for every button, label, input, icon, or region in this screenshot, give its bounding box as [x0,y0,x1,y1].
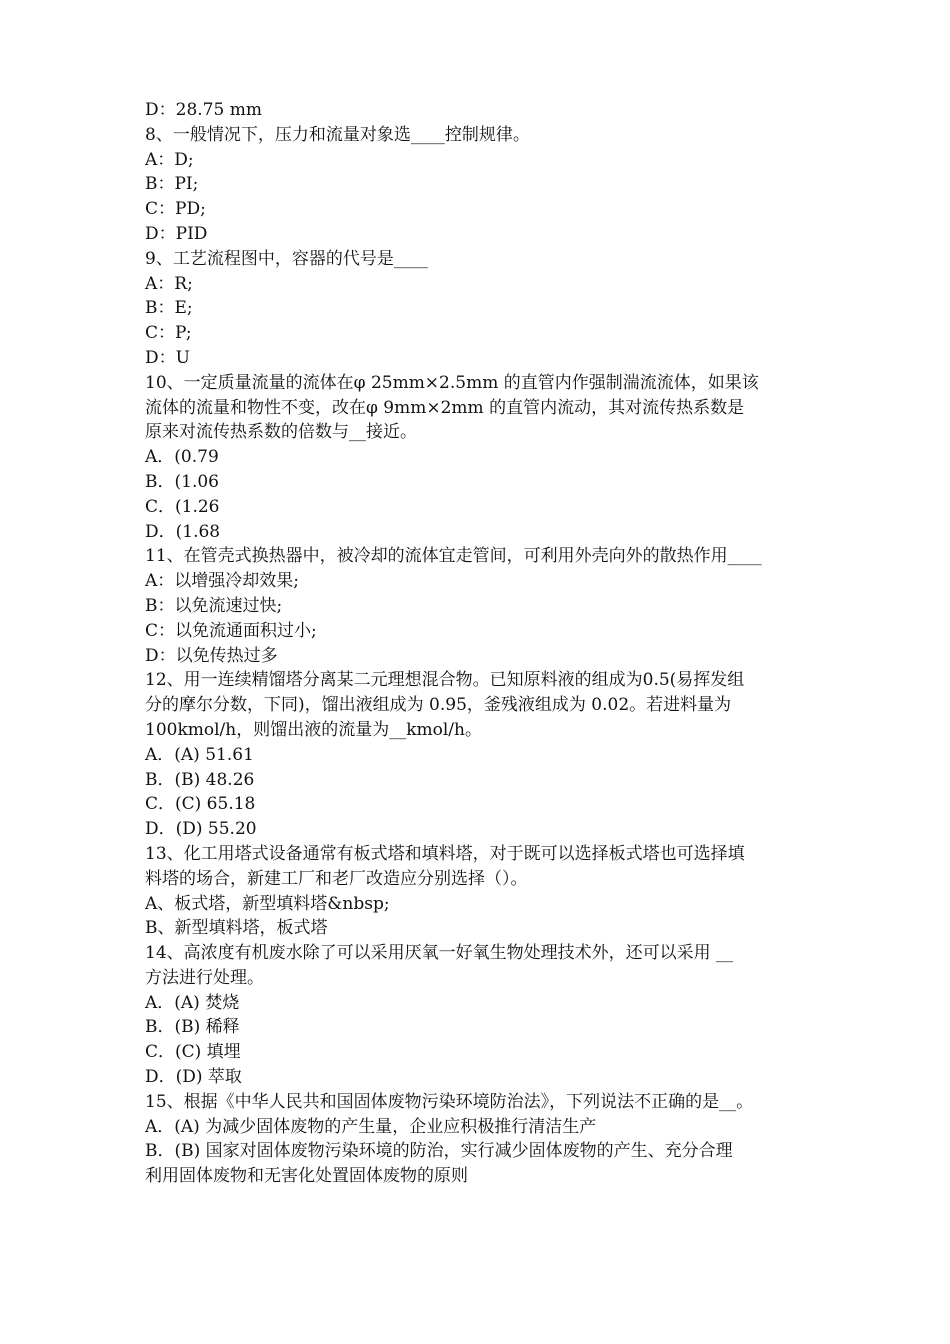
text-line: 15、根据《中华人民共和国固体废物污染环境防治法》，下列说法不正确的是__。 [145,1091,754,1112]
text-line: A．(0.79 [145,447,219,468]
text-line: B：PI; [145,174,199,195]
text-line: A．(A) 51.61 [145,744,254,765]
text-line: 100kmol/h，则馏出液的流量为__kmol/h。 [145,719,482,740]
text-line: 10、一定质量流量的流体在φ 25mm×2.5mm 的直管内作强制湍流流体，如果该 [145,372,759,393]
text-line: 方法进行处理。 [145,967,264,988]
text-line: A．(A) 为减少固体废物的产生量，企业应积极推行清洁生产 [145,1116,597,1137]
text-line: A、板式塔，新型填料塔&nbsp; [145,893,390,914]
text-line: D．(D) 55.20 [145,819,257,840]
text-line: B．(1.06 [145,471,219,492]
text-line: B．(B) 国家对固体废物污染环境的防治，实行减少固体废物的产生、充分合理 [145,1141,733,1162]
text-line: 8、一般情况下，压力和流量对象选____控制规律。 [145,124,530,145]
text-line: B．(B) 稀释 [145,1017,240,1038]
text-line: 13、化工用塔式设备通常有板式塔和填料塔，对于既可以选择板式塔也可选择填 [145,843,745,864]
text-line: A．(A) 焚烧 [145,992,240,1013]
text-line: B：E; [145,298,193,319]
text-line: B、新型填料塔，板式塔 [145,918,328,939]
text-line: A：以增强冷却效果; [145,571,300,592]
text-line: C．(C) 填埋 [145,1042,241,1063]
text-line: D．(1.68 [145,521,221,542]
text-line: 原来对流传热系数的倍数与__接近。 [145,422,417,443]
text-line: D：PID [145,223,208,244]
text-line: 14、高浓度有机废水除了可以采用厌氧一好氧生物处理技术外，还可以采用 __ [145,943,734,964]
text-line: 9、工艺流程图中，容器的代号是____ [145,248,428,269]
text-line: A：R; [145,273,193,294]
text-line: 11、在管壳式换热器中，被冷却的流体宜走管间，可利用外壳向外的散热作用____ [145,546,762,567]
text-line: C：以免流通面积过小; [145,620,317,641]
text-line: 流体的流量和物性不变，改在φ 9mm×2mm 的直管内流动，其对流传热系数是 [145,397,745,418]
text-line: 分的摩尔分数，下同)，馏出液组成为 0.95，釜残液组成为 0.02。若进料量为 [145,695,732,716]
text-line: D：U [145,347,190,368]
text-line: A：D; [145,149,194,170]
text-line: D：以免传热过多 [145,645,278,666]
text-line: D：28.75 mm [145,100,262,120]
text-line: C．(C) 65.18 [145,794,256,815]
text-line: B：以免流速过快; [145,595,283,616]
text-line: 料塔的场合，新建工厂和老厂改造应分别选择（）。 [145,868,528,889]
text-line: 12、用一连续精馏塔分离某二元理想混合物。已知原料液的组成为0.5(易挥发组 [145,670,745,691]
text-line: C．(1.26 [145,496,220,517]
document-page [145,98,810,1189]
text-line: C：P; [145,323,192,344]
text-line: C：PD; [145,199,206,220]
text-line: D．(D) 萃取 [145,1067,242,1088]
text-line: B．(B) 48.26 [145,769,255,790]
text-line: 利用固体废物和无害化处置固体废物的原则 [145,1166,468,1187]
